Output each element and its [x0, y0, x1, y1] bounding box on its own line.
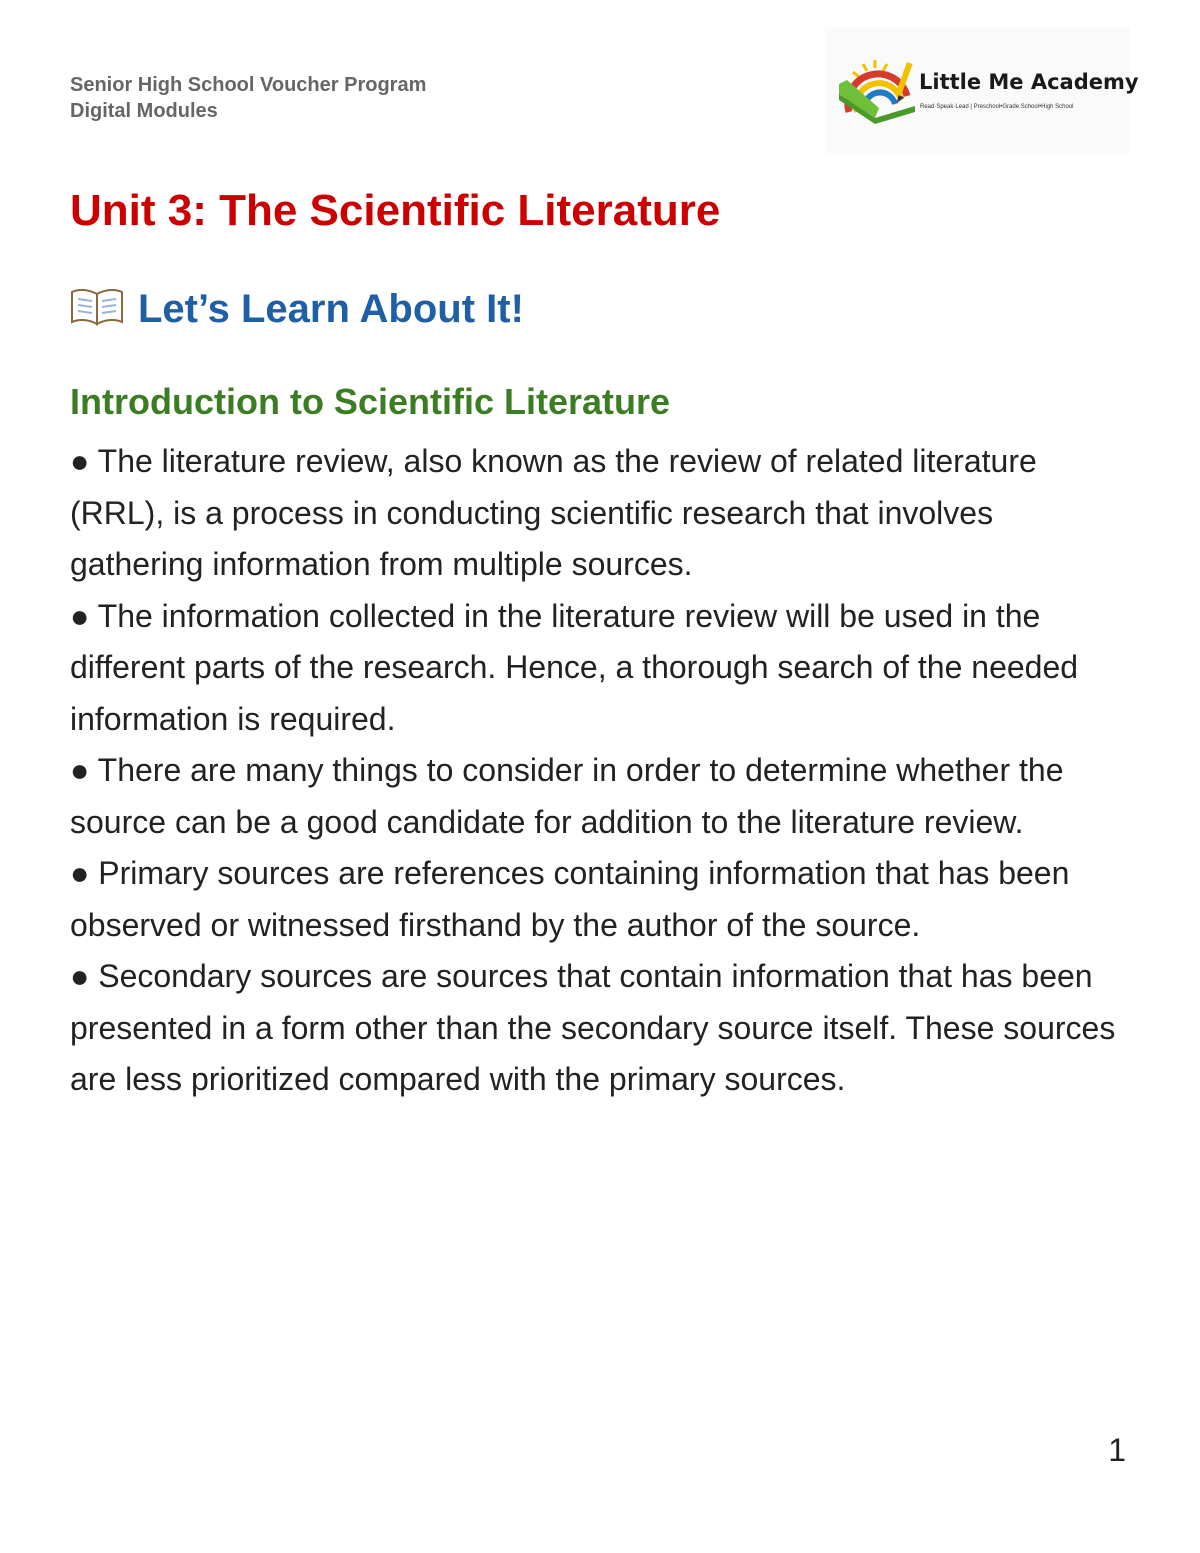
bullet-item: ● Primary sources are references containing information that has been observed or witnessed firsthand by the author of the source.: [70, 855, 1070, 943]
program-name: Senior High School Voucher Program: [70, 74, 427, 96]
page-number: 1: [1108, 1432, 1126, 1468]
bullet-list: [70, 436, 1130, 1106]
bullet-item: ● The information collected in the literature review will be used in the different parts of the research. Hence, a thorough search of the needed information is required.: [70, 597, 1079, 737]
bullet-item: ● There are many things to consider in order to determine whether the source can be a good candidate for addition to the literature review.: [70, 752, 1064, 840]
open-book-icon: [70, 288, 124, 326]
bullet-item: ● The literature review, also known as the review of related literature (RRL), is a process in conducting scientific research that involves gathering information from multiple sources.: [70, 443, 1037, 582]
document-header: [70, 72, 426, 124]
learn-heading: [70, 282, 524, 336]
book-rainbow-logo-icon: [835, 56, 919, 124]
unit-title: Unit 3: The Scientific Literature: [70, 186, 721, 235]
bullet-item: ● Secondary sources are sources that contain information that has been presented in a form other than the secondary source itself. These sources are less prioritized compared with the primary sources.: [70, 958, 1116, 1097]
module-subtitle: Digital Modules: [70, 100, 218, 122]
learn-heading-text: Let’s Learn About It!: [138, 287, 524, 331]
academy-name: Little Me Academy: [919, 70, 1139, 94]
academy-tagline: Read·Speak·Lead | Preschool•Grade School•High School: [920, 104, 1074, 110]
section-heading: Introduction to Scientific Literature: [70, 381, 671, 422]
academy-logo: [825, 28, 1139, 153]
